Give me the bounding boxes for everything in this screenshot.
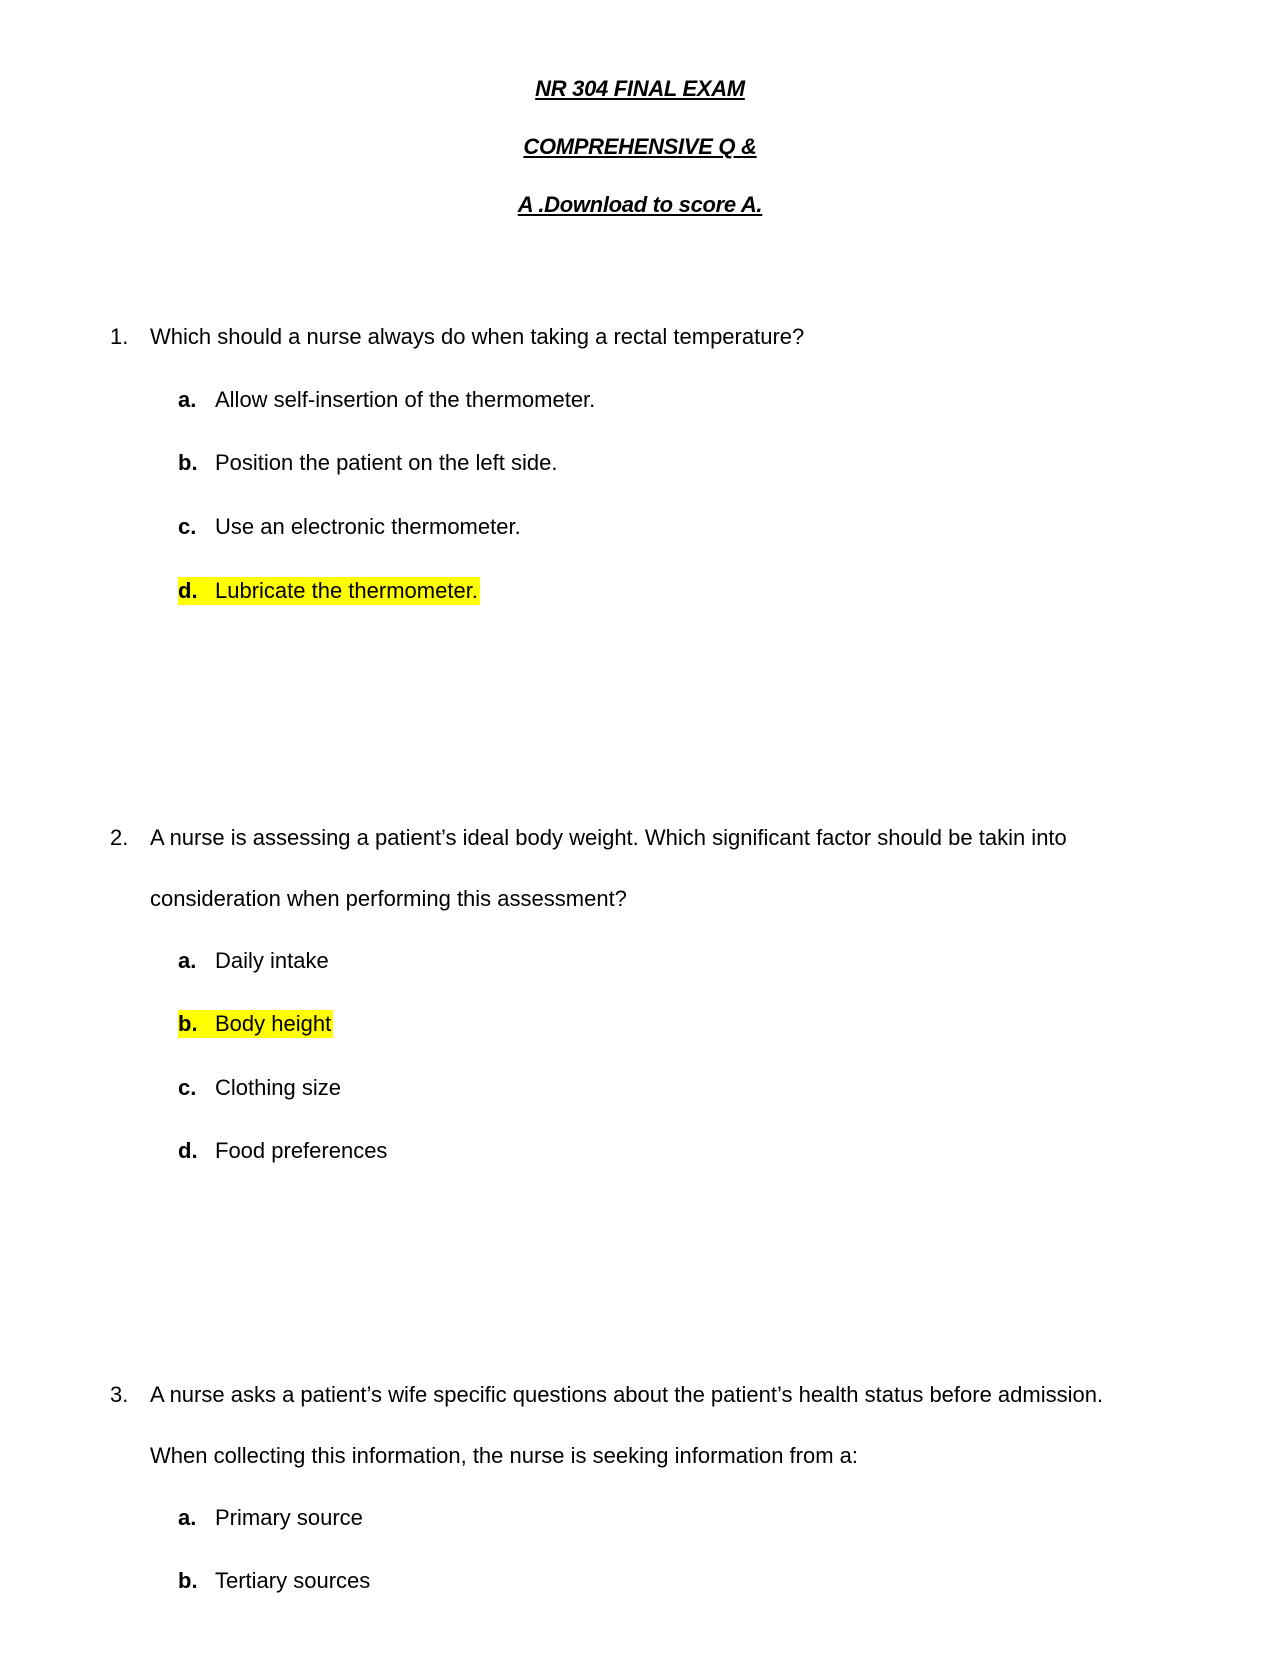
option-text: Daily intake bbox=[215, 948, 329, 973]
option-text: Clothing size bbox=[215, 1075, 341, 1100]
option-text: Position the patient on the left side. bbox=[215, 450, 558, 475]
question-1 bbox=[110, 306, 1110, 367]
option-2d bbox=[178, 1137, 387, 1165]
option-1d-answer-highlight bbox=[178, 577, 480, 605]
question-text: Which should a nurse always do when taking a rectal temperature? bbox=[150, 324, 805, 349]
option-text: Lubricate the thermometer. bbox=[215, 578, 478, 603]
question-number: 1. bbox=[110, 324, 129, 349]
option-2b-answer-highlight bbox=[178, 1010, 333, 1038]
option-1a bbox=[178, 386, 595, 414]
question-2 bbox=[110, 807, 1110, 929]
option-text: Use an electronic thermometer. bbox=[215, 514, 521, 539]
option-letter: d. bbox=[178, 1138, 198, 1163]
option-1b bbox=[178, 449, 557, 477]
option-3b bbox=[178, 1567, 370, 1595]
option-2c bbox=[178, 1074, 341, 1102]
option-letter: d. bbox=[178, 578, 198, 603]
question-text: A nurse asks a patient’s wife specific questions about the patient’s health status before admission. When collecting this information, the nurse is seeking information from a: bbox=[150, 1382, 1104, 1468]
title-line-2: COMPREHENSIVE Q & bbox=[523, 134, 757, 159]
option-3a bbox=[178, 1504, 363, 1532]
option-text: Tertiary sources bbox=[215, 1568, 371, 1593]
option-2a bbox=[178, 947, 329, 975]
question-number: 2. bbox=[110, 825, 129, 850]
option-letter: b. bbox=[178, 1568, 198, 1593]
option-text: Primary source bbox=[215, 1505, 363, 1530]
title-line-1: NR 304 FINAL EXAM bbox=[535, 76, 745, 101]
option-1c bbox=[178, 513, 521, 541]
option-letter: b. bbox=[178, 450, 198, 475]
option-text: Food preferences bbox=[215, 1138, 388, 1163]
question-text: A nurse is assessing a patient’s ideal body weight. Which significant factor should be takin into consideration when performing this assessment? bbox=[150, 825, 1067, 911]
option-letter: c. bbox=[178, 1075, 197, 1100]
title-line-3: A .Download to score A. bbox=[517, 192, 763, 217]
option-letter: b. bbox=[178, 1011, 198, 1036]
question-number: 3. bbox=[110, 1382, 129, 1407]
question-3 bbox=[110, 1364, 1110, 1486]
option-letter: a. bbox=[178, 948, 197, 973]
option-text: Allow self-insertion of the thermometer. bbox=[215, 387, 596, 412]
option-letter: a. bbox=[178, 387, 197, 412]
option-letter: a. bbox=[178, 1505, 197, 1530]
option-text: Body height bbox=[215, 1011, 332, 1036]
option-letter: c. bbox=[178, 514, 197, 539]
